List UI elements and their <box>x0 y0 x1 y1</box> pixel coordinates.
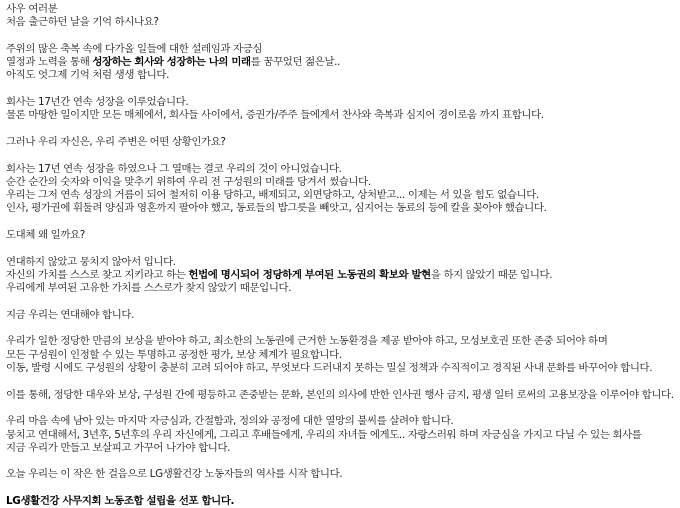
emphasis-text: 성장하는 회사와 성장하는 나의 미래 <box>92 56 251 69</box>
paragraph <box>6 43 680 83</box>
text-line: 우리 마음 속에 남아 있는 마지막 자긍심과, 간절함과, 정의와 공정에 대한 열망의 불씨를 살려야 합니다. <box>6 415 454 428</box>
text-line: 주위의 많은 축복 속에 다가올 일들에 대한 설레임과 자긍심 <box>6 42 263 55</box>
text-span: 를 꿈꾸었던 젊은날.. <box>250 56 341 69</box>
text-line: 우리는 그저 연속 성장의 거름이 되어 철저히 이용 당하고, 배제되고, 외면당하고, 상처받고... 이제는 서 있을 힘도 없습니다. <box>6 189 539 202</box>
text-line <box>6 56 680 69</box>
text-line: 이동, 발령 시에도 구성원의 상황이 충분히 고려 되어야 하고, 무엇보다 드러내지 못하는 밀실 정책과 수직적이고 경직된 사내 문화를 바꾸어야 합니다. <box>6 362 653 375</box>
paragraph <box>6 256 680 296</box>
text-line: 회사는 17년간 연속 성장을 이루었습니다. <box>6 96 189 109</box>
paragraph <box>6 335 680 375</box>
text-line <box>6 269 680 282</box>
paragraph <box>6 163 680 216</box>
text-line: 이를 통해, 정당한 대우와 보상, 구성원 간에 평등하고 존중받는 문화, 본인의 의사에 반한 인사권 행사 금지, 평생 일터 로써의 고용보장을 이루어야 합니다. <box>6 388 674 401</box>
text-line: 모든 구성원이 인정할 수 있는 투명하고 공정한 평가, 보상 체계가 필요합니다. <box>6 348 342 361</box>
paragraph <box>6 468 680 481</box>
text-line: 아직도 엇그제 기억 처럼 생생 합니다. <box>6 69 170 82</box>
text-line: 물론 마땅한 일이지만 모든 매체에서, 회사들 사이에서, 증권가/주주 들에게서 찬사와 축복과 심지어 경이로움 까지 표합니다. <box>6 109 544 122</box>
text-span: 열정과 노력을 통해 <box>6 56 93 69</box>
text-span: 을 하지 않았기 때문 입니다. <box>430 268 553 281</box>
text-line: 우리에게 부여된 고유한 가치를 스스로가 찾지 않았기 때문입니다. <box>6 282 292 295</box>
text-line: 사우 여러분 <box>6 3 58 15</box>
text-line: 인사, 평가권에 휘둘려 양심과 영혼까지 팔아야 했고, 동료들의 밥그릇을 빼앗고, 심지어는 동료의 등에 칼을 꽂아야 했습니다. <box>6 202 547 215</box>
text-line: 도대체 왜 일까요? <box>6 229 85 242</box>
paragraph <box>6 136 680 149</box>
text-line: 우리가 일한 정당한 만큼의 보상을 받아야 하고, 최소한의 노동권에 근거한 노동환경을 제공 받아야 하고, 모성보호권 또한 존중 되어야 하며 <box>6 335 608 348</box>
text-line: 지금 우리가 만들고 보살피고 가꾸어 나가야 합니다. <box>6 441 231 454</box>
paragraph <box>6 415 680 455</box>
text-line: 회사는 17년 연속 성장을 하였으나 그 열매는 결코 우리의 것이 아니었습니다. <box>6 162 342 175</box>
paragraph <box>6 389 680 402</box>
paragraph <box>6 309 680 322</box>
text-line: 오늘 우리는 이 작은 한 걸음으로 LG생활건강 노동자들의 역사를 시작 합니다. <box>6 468 343 481</box>
text-line: 처음 출근하던 날을 기억 하시나요? <box>6 16 159 29</box>
paragraph <box>6 229 680 242</box>
text-line: 뭉치고 연대해서, 3년후, 5년후의 우리 자신에게, 그리고 후배들에게, 우리의 자녀들 에게도.. 자랑스러워 하며 자긍심을 가지고 다닐 수 있는 회사를 <box>6 428 642 441</box>
paragraph <box>6 3 680 30</box>
text-line: 지금 우리는 연대해야 합니다. <box>6 308 135 321</box>
text-line: 그러나 우리 자신은, 우리 주변은 어떤 상황인가요? <box>6 135 226 148</box>
text-span: 자신의 가치를 스스로 찾고 지키라고 하는 <box>6 268 189 281</box>
text-line: 순간 순간의 숫자와 이익을 맞추기 위하여 우리 전 구성원의 미래를 당겨서 썼습니다. <box>6 175 371 188</box>
union-declaration: LG생활건강 사무지회 노동조합 설립을 선포 합니다. <box>6 494 235 507</box>
emphasis-text: 헌법에 명시되어 정당하게 부여된 노동권의 확보와 발현 <box>188 268 431 281</box>
paragraph <box>6 96 680 123</box>
text-line: 연대하지 않았고 뭉치지 않아서 입니다. <box>6 255 176 268</box>
